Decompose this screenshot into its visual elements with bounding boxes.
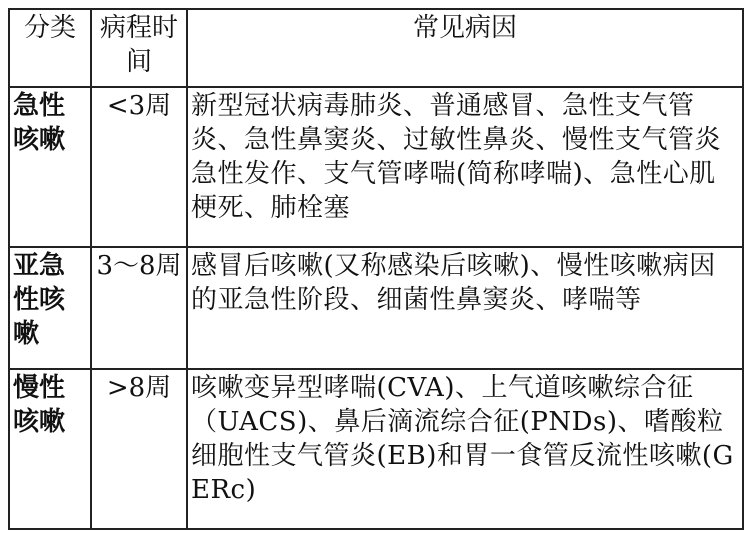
header-category: 分类 (9, 9, 91, 87)
header-causes: 常见病因 (187, 9, 743, 87)
duration-cell: 3～8周 (91, 247, 187, 369)
category-cell: 慢性咳嗽 (9, 369, 91, 529)
category-cell: 亚急性咳嗽 (9, 247, 91, 369)
causes-cell: 感冒后咳嗽(又称感染后咳嗽)、慢性咳嗽病因的亚急性阶段、细菌性鼻窦炎、哮喘等 (187, 247, 743, 369)
duration-cell: >8周 (91, 369, 187, 529)
causes-cell: 咳嗽变异型哮喘(CVA)、上气道咳嗽综合征（UACS)、鼻后滴流综合征(PNDs)、嗜酸粒细胞性支气管炎(EB)和胃一食管反流性咳嗽(GERc) (187, 369, 743, 529)
table-row-chronic (9, 369, 743, 529)
duration-cell: <3周 (91, 87, 187, 247)
header-duration: 病程时间 (91, 9, 187, 87)
table-row-acute (9, 87, 743, 247)
table-header-row (9, 9, 743, 87)
category-cell: 急性咳嗽 (9, 87, 91, 247)
cough-classification-table (8, 8, 744, 530)
table-row-subacute (9, 247, 743, 369)
causes-cell: 新型冠状病毒肺炎、普通感冒、急性支气管炎、急性鼻窦炎、过敏性鼻炎、慢性支气管炎急性发作、支气管哮喘(简称哮喘)、急性心肌梗死、肺栓塞 (187, 87, 743, 247)
